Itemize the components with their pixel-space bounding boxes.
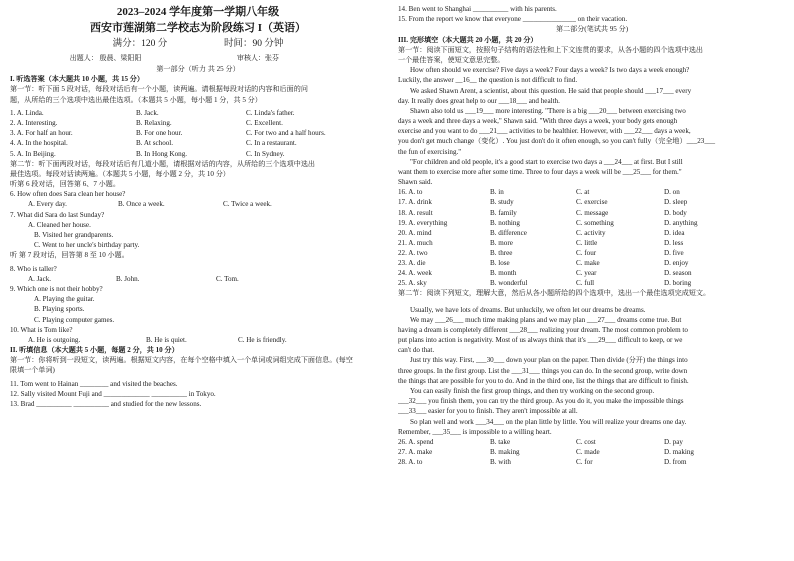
passage-line: We asked Shawn Arent, a scientist, about this question. He said that people should ___17___ every (410, 86, 692, 95)
option: 4. A. In the hospital. (10, 139, 68, 148)
left-column (10, 4, 386, 409)
option: C. In a restaurant. (246, 139, 297, 148)
passage-line: We may ___26___ much time making plans and we may plan ___27___ dreams come true. But (410, 315, 682, 324)
option: 5. A. In Beijing. (10, 149, 56, 158)
option: B. in (490, 188, 504, 197)
option: 3. A. For half an hour. (10, 129, 73, 138)
option: 20. A. mind (398, 228, 432, 237)
sec1-part2-instructions: 第二节：听下面两段对话，每段对话后有几道小题，请根据对话的内容，从所给的三个选项中选出 (10, 159, 316, 168)
option: B. family (490, 208, 517, 217)
option: B. Jack. (136, 108, 159, 117)
passage-line: Usually, we have lots of dreams. But unluckily, we often let our dreams be dreams. (410, 305, 646, 314)
option: C. message (576, 208, 609, 217)
authors: 出题人： 殷晨、梁阳阳 (69, 54, 142, 62)
right-column (398, 4, 786, 467)
option: A. Playing the guitar. (34, 295, 95, 304)
sec2-instructions: 限填一个单词) (10, 366, 55, 375)
question-row (10, 199, 386, 209)
option: 21. A. much (398, 238, 433, 247)
fill-blank-question: 15. From the report we know that everyone _______________ on their vacation. (398, 15, 628, 24)
option: B. Relaxing. (136, 118, 172, 127)
question-text: 6. How often does Sara clean her house? (10, 190, 126, 199)
option: D. on (664, 188, 680, 197)
passage-line: three groups. In the first group. List the ___31___ things you can do. In the second group, write down (398, 366, 688, 375)
option: C. exercise (576, 198, 608, 207)
option: B. difference (490, 228, 527, 237)
option: B. take (490, 437, 511, 446)
sec3-title: III. 完形填空（本大题共 20 小题，共 20 分） (398, 35, 538, 44)
passage-line: Shawn said. (398, 178, 433, 187)
dialog-intro: 听 第 7 段对话，回答第 8 至 10 小题。 (10, 251, 129, 260)
option: D. less (664, 238, 684, 247)
option: 16. A. to (398, 188, 423, 197)
option: 2. A. Interesting. (10, 118, 58, 127)
passage-line: You can easily finish the first group things, and then try working on the second group. (410, 387, 655, 395)
exam-title: 2023–2024 学年度第一学期八年级 (116, 6, 280, 18)
question-row (10, 128, 386, 138)
option: B. Once a week. (118, 200, 165, 209)
sec1-instructions-line: 题，从所给的三个选项中选出最佳选项。（本题共 5 小题，每小题 1 分，共 5 分） (10, 95, 262, 104)
sec1-instructions-line: 第一节：听下面 5 段对话，每段对话后有一个小题，读两遍。请根据每段对话的内容和后面的问 (10, 85, 308, 94)
option: C. make (576, 259, 600, 268)
option: B. In Hong Kong. (136, 149, 188, 158)
option: C. Tom. (216, 274, 239, 283)
option: C. activity (576, 228, 606, 237)
option: B. For one hour. (136, 129, 183, 138)
question-row (10, 138, 386, 148)
fill-blank-question: 11. Tom went to Hainan ________ and visited the beaches. (10, 379, 178, 388)
reviewer: 审核人：张芬 (237, 54, 279, 62)
option: D. boring (664, 279, 692, 288)
options-16-25 (398, 187, 786, 288)
option: D. sleep (664, 198, 688, 207)
option: C. For two and a half hours. (246, 129, 326, 138)
passage-line: you don't get much change（变化）. You just don't do it often enough, so you can't fully（完全地）___23___ (398, 137, 715, 146)
passage-line: Shawn also told us ___19___ more interesting. "There is a big ___20___ between exercising two (410, 106, 686, 115)
question-row (10, 118, 386, 128)
time-label: 时间：90 分钟 (224, 39, 284, 49)
fill-blank-question: 12. Sally visited Mount Fuji and _____________ __________ in Tokyo. (10, 389, 216, 398)
question-row (398, 268, 786, 278)
option: 22. A. two (398, 248, 428, 257)
option: D. pay (664, 437, 683, 446)
passage-line: "For children and old people, it's a good start to exercise two days a ___24___ at first. But I still (410, 157, 683, 166)
option: B. lose (490, 259, 510, 268)
option: C. He is friendly. (238, 335, 287, 344)
question-row (10, 149, 386, 159)
part2-title: 第二部分(笔试共 95 分) (555, 25, 629, 34)
option: C. Went to her uncle's birthday party. (34, 241, 140, 250)
option: C. little (576, 238, 598, 247)
option: A. Cleaned her house. (28, 220, 91, 229)
passage-line: want them to exercise more after some time. Three to four days a week will be ___25___ for them." (398, 168, 682, 176)
score-time-row (10, 37, 386, 52)
score-label: 满分：120 分 (112, 39, 168, 49)
option: A. Every day. (28, 200, 67, 209)
question-text: 7. What did Sara do last Sunday? (10, 210, 105, 219)
fill-blank-question: 14. Ben went to Shanghai __________ with his parents. (398, 5, 557, 13)
option: D. making (664, 448, 694, 457)
passage-line: the fun of exercising." (398, 147, 462, 156)
option: B. He is quiet. (146, 335, 187, 344)
option: B. three (490, 248, 513, 257)
question-row (398, 447, 786, 457)
option: C. full (576, 279, 595, 288)
option: 25. A. sky (398, 279, 427, 288)
option: 23. A. die (398, 259, 426, 268)
option: C. Playing computer games. (34, 315, 115, 324)
option: A. Jack. (28, 274, 52, 283)
sec1-part2-instructions: 最佳选项。每段对话读两遍。（本题共 5 小题，每小题 2 分，共 10 分） (10, 169, 230, 178)
option: 17. A. drink (398, 198, 432, 207)
option: C. Excellent. (246, 118, 283, 127)
passage-line: having a dream is completely different ___28___ realizing your dream. The most common problem to (398, 325, 688, 334)
question-row (398, 228, 786, 238)
passage-line: Luckily, the answer __16__ the question is not difficult to find. (398, 76, 578, 85)
option: B. more (490, 238, 513, 247)
option: C. year (576, 269, 597, 278)
option: C. for (576, 458, 593, 467)
question-text: 9. Which one is not their hobby? (10, 284, 103, 293)
option: B. study (490, 198, 514, 207)
passage-line: Just try this way. First, ___30___ down your plan on the paper. Then divide (分开) the things into (410, 356, 688, 365)
sec2-instructions: 第一节：你将听到一段短文，读两遍。根据短文内容，在每个空格中填入一个单词或词组完成下面信息。(每空 (10, 356, 353, 365)
option: A. He is outgoing. (28, 335, 81, 344)
dialog-intro: 听第 6 段对话，回答第 6、7 小题。 (10, 180, 120, 189)
passage-line: So plan well and work ___34___ on the plan little by little. You will realize your dreams one day. (410, 417, 687, 426)
part1-title: 第一部分（听力 共 25 分） (156, 65, 240, 73)
passage-line: days a week and three days a week," Shawn said. "With three days a week, your body gets enough (398, 117, 678, 126)
option: C. cost (576, 437, 596, 446)
option: B. Visited her grandparents. (34, 231, 114, 239)
option: C. at (576, 188, 590, 197)
passage-line: How often should we exercise? Five days a week? Four days a week? Is two days a week enough? (410, 66, 690, 75)
sec3-instructions: 第一节：阅读下面短文，按照句子结构的语法性和上下文连贯的要求，从各小题的四个选项中选出 (398, 45, 704, 54)
options-26-28 (398, 437, 786, 467)
question-row (398, 197, 786, 207)
question-row (398, 248, 786, 258)
option: 28. A. to (398, 458, 423, 467)
option: C. Linda's father. (246, 108, 295, 117)
question-row (10, 274, 386, 284)
option: D. body (664, 208, 687, 217)
option: D. enjoy (664, 259, 689, 268)
question-row (10, 335, 386, 345)
passage-line: day. It really does great help to our ___18___ and health. (398, 96, 560, 105)
option: B. At school. (136, 139, 174, 148)
option: B. month (490, 269, 517, 278)
question-text: 10. What is Tom like? (10, 325, 73, 334)
option: C. In Sydney. (246, 149, 285, 158)
passage-line: put plans into action is negativity. Most of us always think that it's ___29___ difficult to keep, or we (398, 336, 683, 345)
passage-line: Remember, ___35___ is impossible to a willing heart. (398, 427, 552, 436)
option: B. nothing (490, 218, 520, 227)
question-row (398, 437, 786, 447)
option: C. made (576, 448, 600, 457)
question-row (10, 108, 386, 118)
option: 26. A. spend (398, 437, 434, 446)
option: B. Playing sports. (34, 305, 85, 314)
option: B. making (490, 448, 520, 457)
option: 19. A. everything (398, 218, 448, 227)
exam-subtitle: 西安市莲湖第二学校志为阶段练习 I（英语） (89, 22, 307, 34)
passage-line: the things that are possible for you to do. And in the third one, list the things that are difficult to finish. (398, 376, 689, 385)
option: C. four (576, 248, 597, 257)
sec1-title: I. 听选答案（本大题共 10 小题，共 15 分） (10, 75, 144, 84)
passage-line: exercise and you want to do ___21___ activities to be healthier. However, with ___22___ days a week, (398, 127, 691, 136)
authors-row (10, 52, 386, 64)
sec3-part2-instructions: 第二节：阅读下列短文，理解大意，然后从各小题所给的四个选项中，选出一个最佳选项完成短文。 (398, 289, 711, 298)
question-row (398, 457, 786, 467)
question-text: 8. Who is taller? (10, 264, 57, 273)
option: 24. A. week (398, 269, 432, 278)
passage-line: ___33___ easier for you to finish. They aren't impossible at all. (398, 407, 578, 416)
option: D. five (664, 248, 684, 257)
question-row (398, 218, 786, 228)
passage-line: can't do that. (398, 346, 435, 355)
option: C. Twice a week. (223, 200, 272, 209)
option: D. season (664, 269, 692, 278)
option: D. idea (664, 228, 685, 237)
question-row (398, 187, 786, 197)
option: B. John. (116, 274, 140, 283)
option: D. anything (664, 218, 698, 227)
option: D. from (664, 458, 687, 467)
sec3-instructions: 一个最佳答案，使短文意思完整。 (398, 55, 505, 64)
option: 18. A. result (398, 208, 433, 217)
option: B. wonderful (490, 279, 528, 288)
question-row (398, 208, 786, 218)
question-row (398, 258, 786, 268)
question-row (398, 238, 786, 248)
passage-line: ___32___ you finish them, you can try the third group. As you do it, you make the impossible things (398, 397, 684, 406)
option: B. with (490, 458, 511, 467)
option: 27. A. make (398, 448, 433, 457)
fill-blank-question: 13. Brad __________ __________ and studied for the new lessons. (10, 400, 202, 408)
sec2-title: II. 听填信息（本大题共 5 小题，每题 2 分，共 10 分） (10, 346, 179, 355)
option: C. something (576, 218, 614, 227)
question-row (398, 278, 786, 288)
option: 1. A. Linda. (10, 108, 44, 117)
